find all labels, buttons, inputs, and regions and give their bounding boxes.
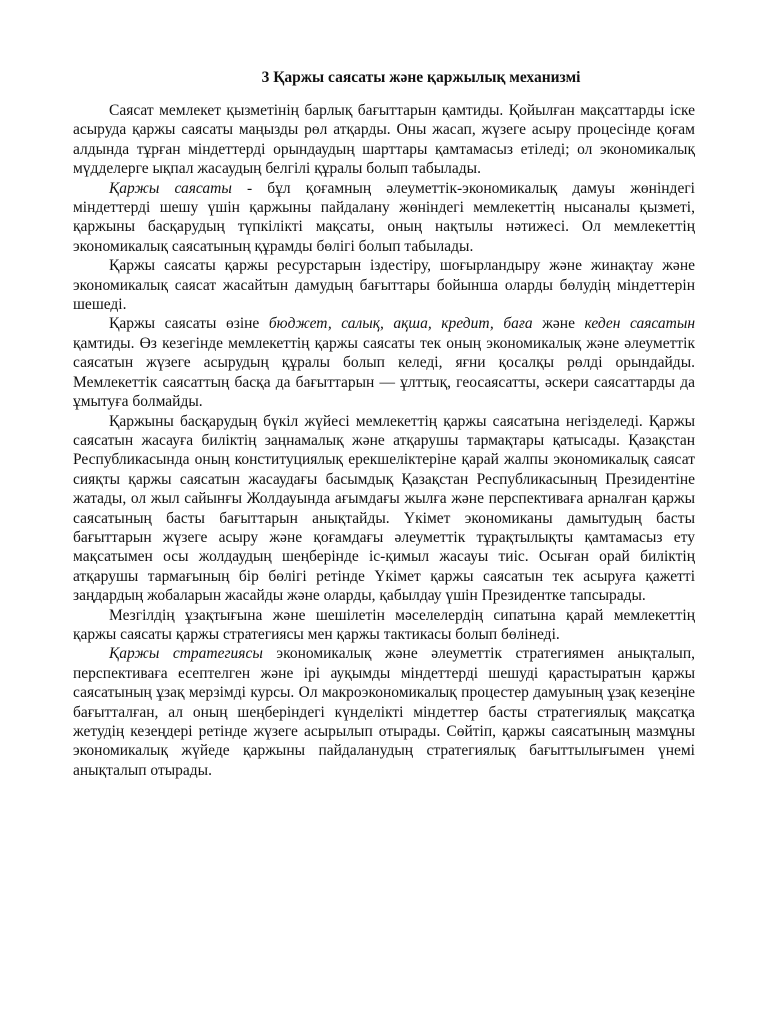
italic-term: кеден саясатын bbox=[584, 315, 696, 333]
paragraph bbox=[73, 101, 695, 179]
text-run: Саясат мемлекет қызметінің барлық бағыттарын қамтиды. Қойылған мақсаттарды іске асыруда қаржы саясаты маңызды рөл атқарды. Оны жасап, жүзеге асыру процесінде қоғам алдында тұрған міндеттерді орындаудың шарттары қамтамасыз етіледі; ол экономикалық мүдделерге ықпал жасаудың белгілі құралы болып табылады. bbox=[73, 102, 695, 178]
document-page bbox=[73, 68, 695, 780]
text-run: экономикалық және әлеуметтік стратегиямен анықталып, перспективаға есептелген және ірі ауқымды міндеттерді шешуді қарастыратын қаржы саясатының ұзақ мерзімді курсы. Ол макроэкономикалық процестер дамуының ұзақ кезеңіне бағытталған, ал оның шеңберіндегі күнделікті міндеттер басты стратегиялық мақсатқа жетудің кезеңдері ретінде жүзеге асырылып отырады. Сөйтіп, қаржы саясатының мазмұны экономикалық жүйеде қаржыны пайдаланудың стратегиялық бағыттылығымен үнемі анықталып отырады. bbox=[73, 645, 695, 779]
text-run: - бұл қоғамның әлеуметтік-экономикалық дамуы жөніндегі міндеттерді шешу үшін қаржыны пайдалану жөніндегі мемлекеттің нысаналы қызметі, қаржыны басқарудың түпкілікті мақсаты, оның нақтылы нәтижесі. Ол мемлекеттің экономикалық саясатының құрамды бөлігі болып табылады. bbox=[73, 179, 695, 255]
paragraph bbox=[73, 412, 695, 606]
text-run: Қаржы саясаты өзіне bbox=[109, 315, 269, 333]
text-run: қамтиды. Өз кезегінде мемлекеттің қаржы саясаты тек оның экономикалық және әлеуметтік саясатын жүзеге асырудың құралы болып келеді, яғни қосалқы рөлді орындайды. Мемлекеттік саясаттың басқа да бағыттарын — ұлттық, геосаясатты, әскери саясаттарды да ұмытуға болмайды. bbox=[73, 334, 695, 411]
text-run: және bbox=[532, 315, 585, 333]
italic-term: Қаржы саясаты bbox=[109, 179, 232, 197]
italic-term: Қаржы стратегиясы bbox=[109, 645, 263, 663]
paragraph bbox=[73, 179, 695, 257]
document-body bbox=[73, 101, 695, 780]
italic-term: бюджет, салық, ақша, кредит, баға bbox=[268, 315, 533, 333]
section-title: 3 Қаржы саясаты және қаржылық механизмі bbox=[261, 69, 581, 86]
text-run: Мезгілдің ұзақтығына және шешілетін мәселелердің сипатына қарай мемлекеттің қаржы саясаты қаржы стратегиясы мен қаржы тактикасы болып бөлінеді. bbox=[73, 606, 695, 643]
paragraph bbox=[73, 314, 695, 411]
paragraph bbox=[73, 256, 695, 314]
text-run: Қаржы саясаты қаржы ресурстарын іздестіру, шоғырландыру және жинақтау және экономикалық саясат жасайтын дамудың бағыттары бойынша оларды бөлудің міндеттерін шешеді. bbox=[73, 257, 695, 314]
paragraph bbox=[73, 606, 695, 645]
paragraph bbox=[73, 644, 695, 780]
text-run: Қаржыны басқарудың бүкіл жүйесі мемлекеттің қаржы саясатына негізделеді. Қаржы саясатын жасауға биліктің заңнамалық және атқарушы тармақтары қатысады. Қазақстан Республикасында оның конституциялық ерекшеліктеріне қарай жалпы экономикалық саясат сияқты қаржы саясатын жасаудағы басымдық Қазақстан Республикасының Президентіне жатады, ол жыл сайынғы Жолдауында ағымдағы жылға және перспективаға арналған қаржы саясатының басты бағыттарын анықтайды. Үкімет экономиканы дамытудың басты бағыттарын жүзеге асыру және қоғамдағы әлеуметтік тұрақтылықты қамтамасыз ету мақсатымен осы жолдаудың шеңберінде іс-қимыл жасауы тиіс. Осыған орай биліктің атқарушы тармағының бір бөлігі ретінде Үкімет қаржы саясатын тек асыруға қажетті заңдардың жобаларын жасайды және оларды, қабылдау үшін Президентке тапсырады. bbox=[73, 412, 695, 605]
